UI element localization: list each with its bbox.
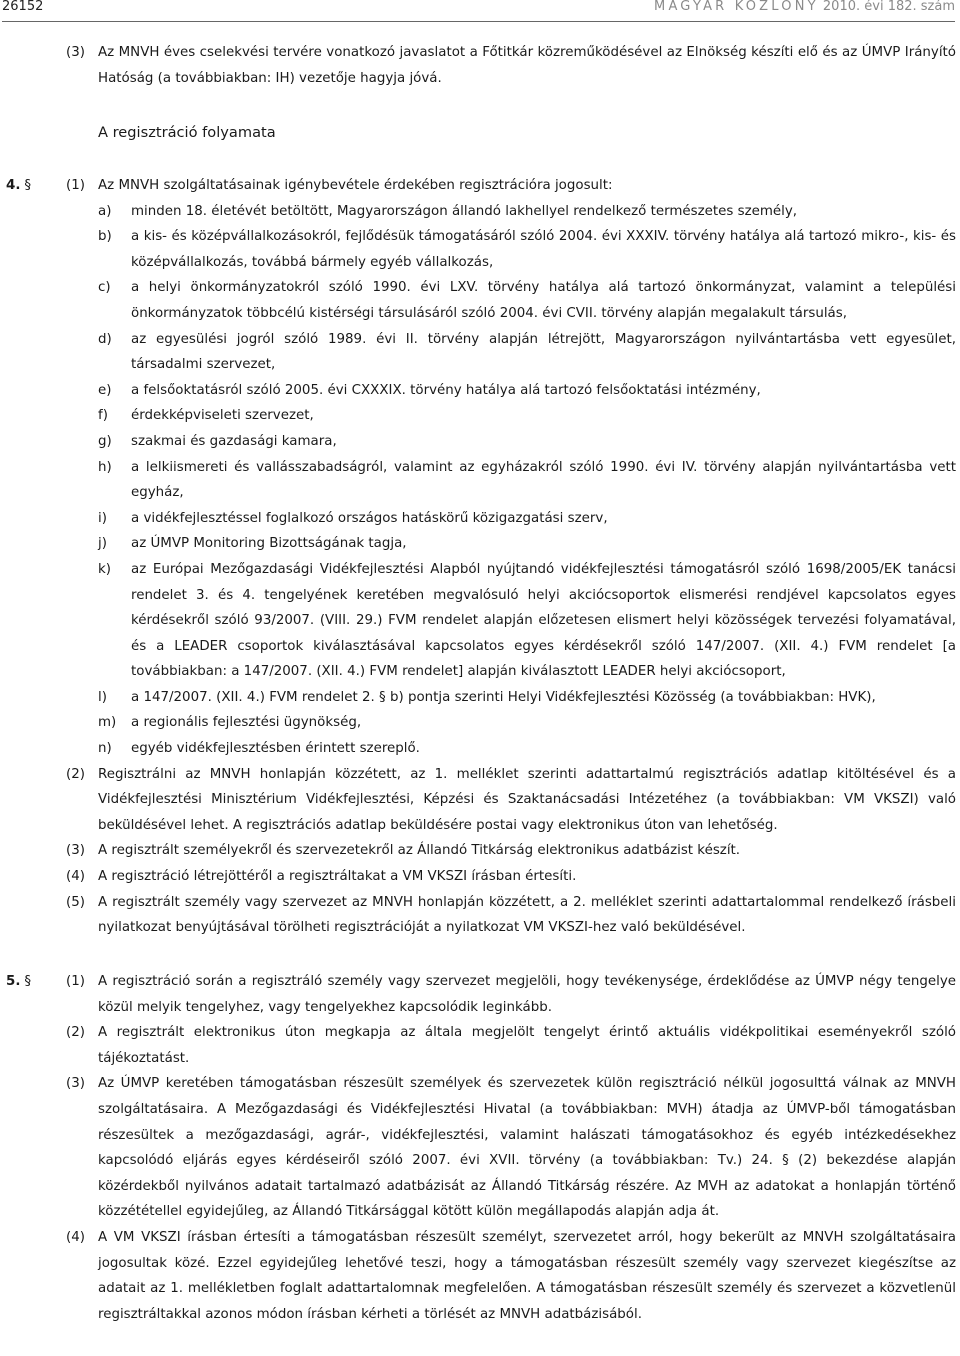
issue-number: 2010. évi 182. szám [822, 0, 955, 15]
paragraph-number: (4) [66, 1229, 85, 1245]
list-item: e) a felsőoktatásról szóló 2005. évi CXXXIX. törvény hatálya alá tartozó felsőoktatási intézmény, [98, 382, 761, 398]
list-item: k) az Európai Mezőgazdasági Vidékfejlesztési Alapból nyújtandó vidékfejlesztési támogatásról szóló 1698/2005/EK tanácsi rendelet 3. és 4. tengelyének keretében megvalósuló helyi akciócsoportok elismerési rendjével kapcsolatos egyes kérdésekről szóló 93/2007. (VIII. 29.) FVM rendelet alapján előzetesen elismert helyi közösségek tervezési folyamatával, és a LEADER csoportok kiválasztásával kapcsolatos egyes kérdésekről szóló 147/2007. (XII. 4.) FVM rendelet [a továbbiakban: a 147/2007. (XII. 4.) FVM rendelet] alapján kiválasztott LEADER helyi akciócsoport, [98, 561, 956, 680]
subparagraph-3 [0, 1071, 960, 1225]
list-item: n) egyéb vidékfejlesztésben érintett szereplő. [98, 741, 420, 757]
paragraph-symbol: § [24, 974, 32, 989]
page-header [2, 0, 955, 18]
paragraph-text: A regisztrált személy vagy szervezet az MNVH honlapján közzétett, a 2. melléklet szerinti adattartalommal rendelkező írásbeli nyilatkozat benyújtásával törölheti regisztrációját a nyilatkozat VM VKSZI-hez való beküldésével. [98, 894, 956, 936]
subparagraph-1 [0, 173, 960, 199]
paragraph-number: (2) [66, 1025, 85, 1041]
section-heading: A regisztráció folyamata [98, 124, 276, 141]
paragraph-number: (2) [66, 766, 85, 782]
paragraph-text: Regisztrálni az MNVH honlapján közzétett, az 1. melléklet szerinti adattartalmú regisztrációs adatlap kitöltésével és a Vidékfejlesztési Minisztérium Vidékfejlesztési, Képzési és Szaktanácsadási Intézetéhez (a továbbiakban: VM VKSZI) való beküldésével lehet. A regisztrációs adatlap beküldésére postai vagy elektronikus úton van lehetőség. [98, 766, 956, 833]
subparagraph-2 [0, 762, 960, 839]
paragraph-number: (4) [66, 869, 85, 885]
subparagraph-1 [0, 969, 960, 1020]
list-item: i) a vidékfejlesztéssel foglalkozó országos hatáskörű közigazgatási szerv, [98, 510, 608, 526]
subparagraph-5 [0, 890, 960, 941]
paragraph-number: (3) [66, 45, 85, 60]
list-item: j) az ÚMVP Monitoring Bizottságának tagja, [98, 536, 407, 552]
paragraph-number: (1) [66, 974, 85, 989]
eligibility-list [0, 199, 960, 762]
list-item: h) a lelkiismereti és vallásszabadságról, valamint az egyházakról szóló 1990. évi IV. törvény alapján nyilvántartásba vett egyház, [98, 459, 956, 501]
subparagraph-3 [0, 838, 960, 864]
list-item: d) az egyesülési jogról szóló 1989. évi II. törvény alapján létrejött, Magyarországon nyilvántartásba vett egyesület, társadalmi szervezet, [98, 331, 956, 373]
paragraph-text: Az MNVH szolgáltatásainak igénybevétele érdekében regisztrációra jogosult: [98, 178, 613, 193]
list-item: l) a 147/2007. (XII. 4.) FVM rendelet 2. § b) pontja szerinti Helyi Vidékfejlesztési Közösség (a továbbiakban: HVK), [98, 689, 876, 705]
list-item: a) minden 18. életévét betöltött, Magyarországon állandó lakhellyel rendelkező természetes személy, [98, 203, 798, 219]
section-5 [0, 969, 960, 1327]
journal-title: MAGYAR KÖZLÖNY [654, 0, 819, 15]
paragraph-text: Az MNVH éves cselekvési tervére vonatkozó javaslatot a Főtitkár közreműködésével az Elnökség készíti elő és az ÚMVP Irányító Hatóság (a továbbiakban: IH) vezetője hagyja jóvá. [98, 45, 956, 86]
subparagraph-2 [0, 1020, 960, 1071]
paragraph-number: (3) [66, 1076, 85, 1092]
subparagraph-4 [0, 864, 960, 890]
publication-info [654, 0, 955, 20]
paragraph-text: Az ÚMVP keretében támogatásban részesült személyek és szervezetek külön regisztráció nélkül jogosulttá válnak az MNVH szolgáltatásaira. A Mezőgazdasági és Vidékfejlesztési Hivatal (a továbbiakban: MVH) átadja az ÚMVP-ből támogatásban részesültek a mezőgazdasági, agrár-, vidékfejlesztési, valamint halászati támogatásokhoz és egyéb intézkedésekhez kapcsolódó eljárás egyes kérdéseiről szóló 2007. évi XVII. törvény (a továbbiakban: Tv.) 24. § (2) bekezdése alapján közérdekből nyilvános adatait tartalmazó adatbázisát az Állandó Titkárság részére. Az MVH az adatokat a honlapján történő közzététellel egyidejűleg, az Állandó Titkársággal kötött külön megállapodás alapján adja át. [98, 1076, 956, 1220]
paragraph-text: A regisztráció során a regisztráló személy vagy szervezet megjelöli, hogy tevékenysége, érdeklődése az ÚMVP négy tengelye közül melyik tengelyhez, vagy tengelyekhez kapcsolódik leginkább. [98, 974, 956, 1015]
list-item: c) a helyi önkormányzatokról szóló 1990. évi LXV. törvény hatálya alá tartozó önkormányzat, valamint a települési önkormányzatok többcélú kistérségi társulásáról szóló 2004. évi CVII. törvény alapján megalakult társulás, [98, 280, 956, 321]
section-number: 4. § [6, 178, 32, 193]
list-item: m) a regionális fejlesztési ügynökség, [98, 715, 362, 731]
section-number: 5. § [6, 974, 32, 989]
paragraph-text: A regisztrált elektronikus úton megkapja az általa megjelölt tengelyt érintő aktuális vidékpolitikai eseményekről szóló tájékoztatást. [98, 1025, 956, 1066]
section-4 [0, 173, 960, 941]
paragraph-text: A regisztráció létrejöttéről a regisztráltakat a VM VKSZI írásban értesíti. [98, 869, 577, 885]
list-item: g) szakmai és gazdasági kamara, [98, 433, 337, 449]
paragraph-text: A VM VKSZI írásban értesíti a támogatásban részesült személyt, szervezetet arról, hogy bekerült az MNVH szolgáltatásaira jogosultak közé. Ezzel egyidejűleg lehetővé teszi, hogy a támogatásban részesült személy vagy szervezet kiegészítse az adatait az 1. mellékletben foglalt adattartalomnak megfelelően. A támogatásban részesült személy és szervezet a közvetlenül regisztráltakkal azonos módon írásban kérheti a törlését az MNVH adatbázisából. [98, 1229, 956, 1322]
page-number: 26152 [2, 0, 44, 15]
paragraph-number: (1) [66, 178, 85, 193]
paragraph-symbol: § [24, 178, 32, 193]
paragraph-text: A regisztrált személyekről és szervezetekről az Állandó Titkárság elektronikus adatbázist készít. [98, 843, 741, 859]
paragraph-number: (3) [66, 843, 85, 859]
paragraph-number: (5) [66, 894, 85, 910]
header-rule [2, 21, 955, 22]
subparagraph-4 [0, 1225, 960, 1327]
list-item: f) érdekképviseleti szervezet, [98, 408, 314, 424]
intro-paragraph [0, 40, 960, 91]
list-item: b) a kis- és középvállalkozásokról, fejlődésük támogatásáról szóló 2004. évi XXXIV. törvény hatálya alá tartozó mikro-, kis- és középvállalkozás, továbbá bármely egyéb vállalkozás, [98, 229, 956, 270]
